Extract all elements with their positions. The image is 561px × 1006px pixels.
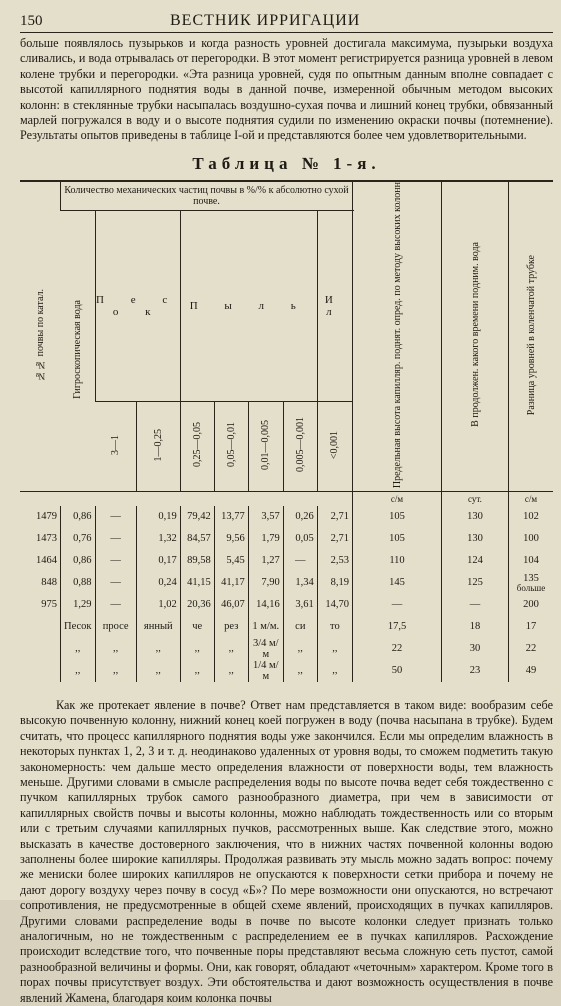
body-paragraph: Как же протекает явление в почве? Ответ нам представляется в таком виде: вообразим себе высокую почвенную колонну, нижний конец коей погружен в воду (почва насыпана в трубке). Будем считать, что процесс капиллярного поднятия воды уже закончился. Если мы определим влажность в некоторых пунктах 1, 2, 3 и т. д. неодинаково удаленных от уровня воды, то сможем подметить такую закономерность: чем дальше место определения влажности от поверхности воды, тем влажность меньше. Другими словами в смысле распределения воды по высоте почва ведет себя тождественно с пучком капиллярных трубок самого разнообразного диаметра, при чем в зависимости от капиллярных свойств почвы и высоты колонны, можно наблюдать тождественность или со вторым или с третьим случаями капиллярных пучков, рассмотренных выше. Как следствие этого, можно высказать в качестве достоверного заключения, что в нижних частях почвенной колонны водою заполнены более широкие капилляры. Продолжая развивать эту мысль можно задать вопрос: почему же мениски более широких капилляров не опускаются к поверхности сетки прибора и почему не дают дорогу воздуху через почву в сосуд «Б»? По мере возможности они опускаются, но встречают сопротивления, не предусмотренные в общей схеме явлений, происходящих в пучках капилляров. Другими словами распределение воды в почве по высоте колонки следует признать только аналогичным, но не тождественным с распределением ее в пучках капилляров. Расхождение происходит вследствие того, что почвенные поры представляют весьма сложную сеть пустот, самой разнообразной величины и формы. Они, как говорят, обладают «четочным» характером. Кроме того в порах почвы присутствует воздух. Эти обстоятельства и дают возможность осуществления в почве явлений Жамена, благодаря коим колонка почвы (20, 697, 553, 1005)
table-cell: 17,5 (353, 616, 442, 638)
table-cell: — (353, 594, 442, 616)
fraction-header: 3—1 (95, 401, 136, 491)
table-cell: 22 (509, 638, 554, 660)
table-cell: 1464 (36, 555, 57, 567)
table-cell: — (95, 594, 136, 616)
table-cell: 1 м/м. (248, 616, 283, 638)
table-cell: ,, (61, 660, 96, 682)
table-cell: 2,53 (317, 550, 352, 572)
table-cell: си (283, 616, 317, 638)
table-cell: 41,17 (214, 572, 248, 594)
table-cell: 3/4 м/м (248, 638, 283, 660)
table-cell: ,, (317, 638, 352, 660)
fraction-header: 0,25—0,05 (180, 401, 214, 491)
table-cell: 1479 (36, 511, 57, 523)
table-title: Таблица № 1-я. (192, 153, 381, 173)
fraction-header: <0,001 (317, 401, 352, 491)
table-cell: 0,19 (136, 506, 180, 528)
table-cell: 79,42 (180, 506, 214, 528)
table-cell: ,, (283, 638, 317, 660)
table-cell: — (283, 550, 317, 572)
table-cell: 200 (509, 594, 554, 616)
table-cell: Песок (61, 616, 96, 638)
table-cell: 130 (442, 528, 509, 550)
table-cell: 102 (509, 506, 554, 528)
note-more: больше (516, 582, 546, 593)
table-cell: 9,56 (214, 528, 248, 550)
table-cell: 0,05 (283, 528, 317, 550)
table-cell (20, 638, 61, 660)
fraction-header: 0,005—0,001 (283, 401, 317, 491)
intro-paragraph: больше появлялось пузырьков и когда разность уровней достигала максимума, пузырьки воздуха сливались, и вода отрывалась от перегородки. В этот момент регистрируется разница уровней в левом колене трубки и перегородки. «Эта разница уровней, судя по опытным данным вполне совпадает с высотой капиллярного поднятия воды в данной почве, измеренной обычным методом высоких колонн: в стеклянные трубки насыпалась воздушно-сухая почва и лишний конец трубки, обвязанный марлей погружался в воду и о высоте поднятия судили по изменению окраски почвы (потемнение). Результаты опытов приведены в таблице I-ой и представляются более чем удовлетворительными. (20, 36, 553, 143)
table-cell: 2,71 (317, 528, 352, 550)
group-header: Количество механических частиц почвы в %/% к абсолютно сухой почве. (61, 181, 353, 211)
page-header (20, 12, 553, 33)
table-cell: 0,86 (61, 506, 96, 528)
table-cell: 130 (442, 506, 509, 528)
table-cell: 100 (509, 528, 554, 550)
table-cell: 975 (41, 599, 57, 611)
silt-header: П ы л ь (180, 210, 317, 401)
table-cell: 110 (353, 550, 442, 572)
unit-cell: с/м (353, 491, 442, 506)
fraction-header: 0,01—0,005 (248, 401, 283, 491)
table-cell: ,, (214, 660, 248, 682)
table-cell: рез (214, 616, 248, 638)
table-cell: ,, (136, 638, 180, 660)
unit-cell: сут. (442, 491, 509, 506)
data-table (20, 180, 553, 682)
table-cell: 0,24 (136, 572, 180, 594)
units-row (20, 491, 553, 506)
table-cell: 20,36 (180, 594, 214, 616)
table-cell: 145 (353, 572, 442, 594)
table-cell: 14,70 (317, 594, 352, 616)
table-cell: 1,02 (136, 594, 180, 616)
col-time-header: В продолжен. какого времени подним. вода (442, 181, 509, 492)
table-cell: 14,16 (248, 594, 283, 616)
table-cell: 125 (442, 572, 509, 594)
table-cell: 848 (41, 577, 57, 589)
table-cell: 41,15 (180, 572, 214, 594)
col-hygro-header: Гигроскопическая вода (61, 210, 96, 491)
table-cell: 84,57 (180, 528, 214, 550)
table-cell (20, 616, 61, 638)
table-cell: ,, (214, 638, 248, 660)
table-row (20, 660, 553, 682)
table-cell: 1/4 м/м (248, 660, 283, 682)
table-cell: янный (136, 616, 180, 638)
table-cell: — (95, 572, 136, 594)
col-height-header: Предельная высота капилляр. поднят. опред. по методу высоких колонн (353, 181, 442, 492)
table-cell: 105 (353, 528, 442, 550)
table-cell: ,, (95, 638, 136, 660)
table-cell: ,, (95, 660, 136, 682)
table-cell: ,, (317, 660, 352, 682)
table-cell: ,, (180, 660, 214, 682)
table-cell: 30 (442, 638, 509, 660)
table-cell: 1473 (36, 533, 57, 545)
table-row (20, 528, 553, 550)
table-cell: 8,19 (317, 572, 352, 594)
table-cell: 0,88 (61, 572, 96, 594)
table-row (20, 506, 553, 528)
clay-header: И л (317, 210, 352, 401)
table-cell: 1,27 (248, 550, 283, 572)
table-row (20, 638, 553, 660)
table-cell: 7,90 (248, 572, 283, 594)
table-cell: 1,79 (248, 528, 283, 550)
table-cell (20, 660, 61, 682)
table-cell: — (95, 506, 136, 528)
table-cell: 0,17 (136, 550, 180, 572)
table-cell: 17 (509, 616, 554, 638)
table-cell: 46,07 (214, 594, 248, 616)
table-cell: 5,45 (214, 550, 248, 572)
table-cell: 50 (353, 660, 442, 682)
fraction-header: 0,05—0,01 (214, 401, 248, 491)
table-cell: 22 (353, 638, 442, 660)
sand-header: П е с о к (95, 210, 180, 401)
table-row (20, 572, 553, 594)
table-cell: че (180, 616, 214, 638)
page-number: 150 (20, 13, 43, 29)
table-cell: 89,58 (180, 550, 214, 572)
table-cell: просе (95, 616, 136, 638)
fraction-header: 1—0,25 (136, 401, 180, 491)
table-row (20, 594, 553, 616)
table-cell: 124 (442, 550, 509, 572)
table-cell: 1,29 (61, 594, 96, 616)
journal-title: ВЕСТНИК ИРРИГАЦИИ (170, 12, 361, 29)
table-cell: 0,26 (283, 506, 317, 528)
table-cell: 3,61 (283, 594, 317, 616)
col-catalog-header: №№ почвы по катал. (20, 181, 61, 492)
table-cell: — (95, 550, 136, 572)
table-cell: ,, (180, 638, 214, 660)
table-cell: 13,77 (214, 506, 248, 528)
table-cell: 18 (442, 616, 509, 638)
table-cell: 104 (509, 550, 554, 572)
table-cell: 0,76 (61, 528, 96, 550)
table-cell: — (442, 594, 509, 616)
table-row (20, 550, 553, 572)
table-cell: ,, (136, 660, 180, 682)
table-row (20, 616, 553, 638)
unit-cell: с/м (509, 491, 554, 506)
table-cell: 3,57 (248, 506, 283, 528)
table-cell: 1,32 (136, 528, 180, 550)
table-cell: 2,71 (317, 506, 352, 528)
table-cell: ,, (283, 660, 317, 682)
table-cell: 23 (442, 660, 509, 682)
table-cell: то (317, 616, 352, 638)
table-cell: 1,34 (283, 572, 317, 594)
table-cell: — (95, 528, 136, 550)
col-diff-header: Разница уровней в коленчатой трубке (509, 181, 554, 492)
table-cell: 49 (509, 660, 554, 682)
table-cell: 0,86 (61, 550, 96, 572)
table-cell: ,, (61, 638, 96, 660)
table-cell: 135 больше (509, 572, 554, 594)
table-cell: 105 (353, 506, 442, 528)
